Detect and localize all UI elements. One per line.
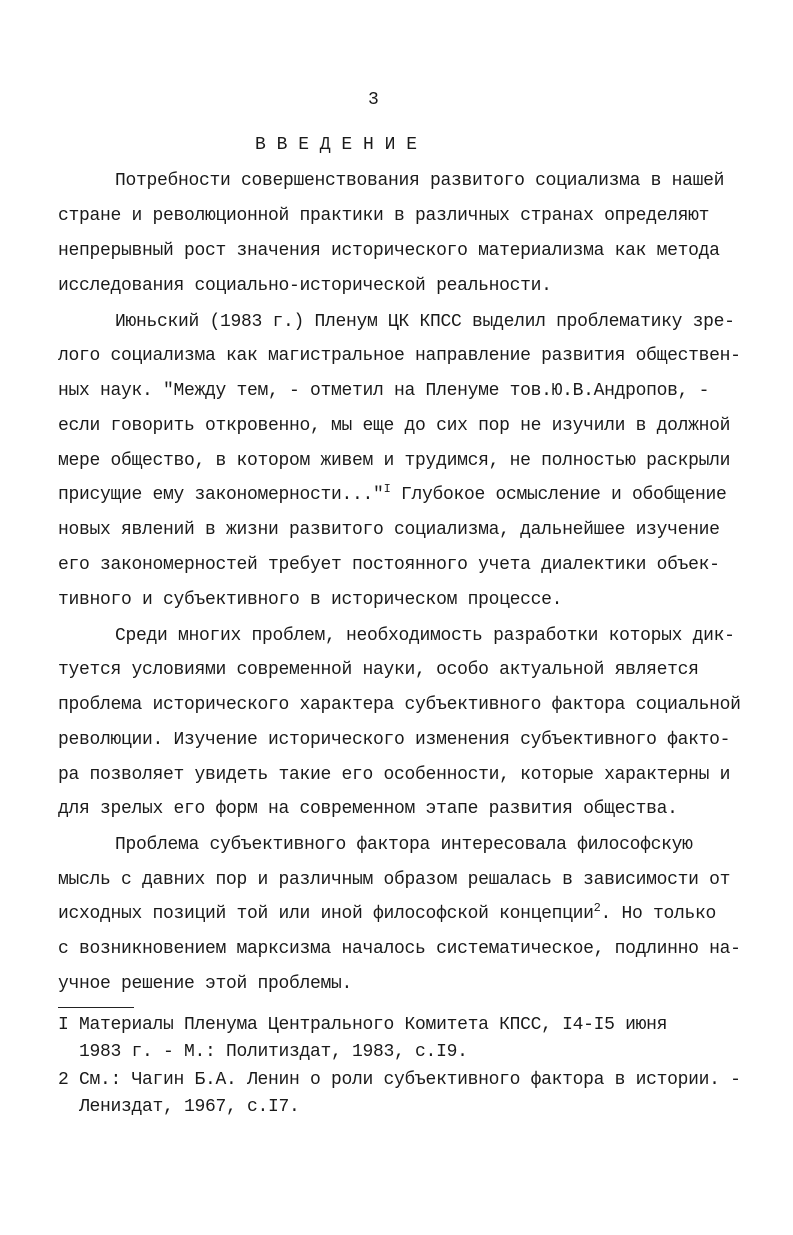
body-line: ра позволяет увидеть такие его особенности, которые характерны и [58, 765, 731, 785]
body-line: Проблема субъективного фактора интересовала философскую [115, 835, 693, 855]
body-line [58, 484, 727, 506]
body-line: с возникновением марксизма началось систематическое, подлинно на- [58, 939, 741, 959]
body-line: лого социализма как магистральное направление развития обществен- [58, 346, 741, 366]
body-line: непрерывный рост значения исторического материализма как метода [58, 241, 720, 261]
footnote-line: 2 См.: Чагин Б.А. Ленин о роли субъективного фактора в истории. - [58, 1070, 741, 1090]
page-number: 3 [368, 90, 379, 110]
body-line: тивного и субъективного в историческом процессе. [58, 590, 563, 610]
body-text: Глубокое осмысление и обобщение [400, 485, 727, 505]
body-line: исследования социально-исторической реальности. [58, 276, 552, 296]
footnote-ref: 2 [593, 901, 601, 915]
body-line: если говорить откровенно, мы еще до сих пор не изучили в должной [58, 416, 731, 436]
body-line: ных наук. "Между тем, - отметил на Пленуме тов.Ю.В.Андропов, - [58, 381, 710, 401]
body-text: . Но только [600, 904, 717, 924]
body-line: туется условиями современной науки, особо актуальной является [58, 660, 699, 680]
body-line: для зрелых его форм на современном этапе развития общества. [58, 799, 678, 819]
body-line: его закономерностей требует постоянного учета диалектики объек- [58, 555, 720, 575]
footnote-divider [58, 1007, 134, 1008]
body-text: присущие ему закономерности..." [58, 485, 384, 505]
body-line: учное решение этой проблемы. [58, 974, 353, 994]
footnote-line: 1983 г. - М.: Политиздат, 1983, с.I9. [58, 1042, 468, 1062]
body-line: проблема исторического характера субъективного фактора социальной [58, 695, 741, 715]
heading: В В Е Д Е Н И Е [255, 135, 418, 155]
body-text: исходных позиций той или иной философской концепции [58, 904, 594, 924]
footnote-line: I Материалы Пленума Центрального Комитета КПСС, I4-I5 июня [58, 1015, 668, 1035]
body-line: мысль с давних пор и различным образом решалась в зависимости от [58, 870, 731, 890]
body-line: Потребности совершенствования развитого социализма в нашей [115, 171, 725, 191]
footnote-line: Лениздат, 1967, с.I7. [58, 1097, 300, 1117]
body-line: Среди многих проблем, необходимость разработки которых дик- [115, 626, 735, 646]
body-line: Июньский (1983 г.) Пленум ЦК КПСС выделил проблематику зре- [115, 312, 735, 332]
body-line: стране и революционной практики в различных странах определяют [58, 206, 710, 226]
body-line: революции. Изучение исторического изменения субъективного факто- [58, 730, 731, 750]
body-line: новых явлений в жизни развитого социализма, дальнейшее изучение [58, 520, 720, 540]
body-line: мере общество, в котором живем и трудимся, не полностью раскрыли [58, 451, 731, 471]
body-line [58, 903, 716, 925]
footnote-ref: I [383, 482, 391, 496]
